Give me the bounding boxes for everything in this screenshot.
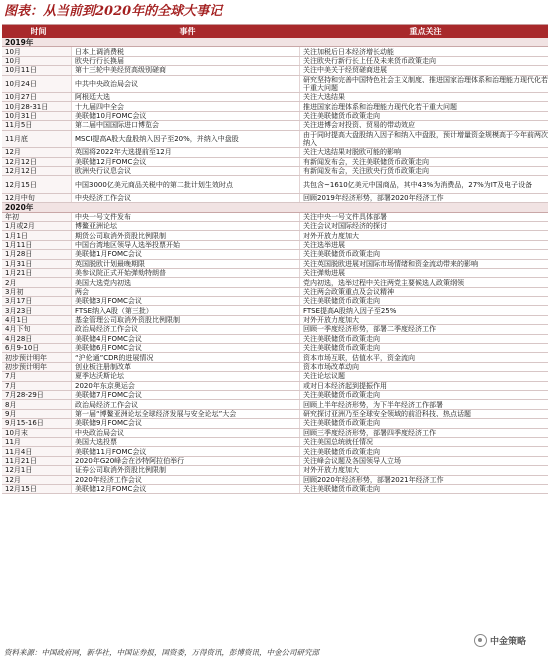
cell-event: 美联储3月FOMC会议 xyxy=(72,297,300,305)
cell-focus: 关注中美关于经贸磋商进展 xyxy=(303,66,387,75)
cell-time: 12月12日 xyxy=(2,167,72,175)
cell-time: 10月24日 xyxy=(2,76,72,93)
cell-time: 11月 xyxy=(2,438,72,446)
cell-time: 1月28日 xyxy=(2,250,72,258)
cell-time: 10月 xyxy=(2,47,72,55)
table-row xyxy=(2,57,548,66)
cell-event: 十九届四中全会 xyxy=(72,102,300,110)
cell-focus: 对外开放力度加大 xyxy=(303,231,359,240)
cell-event: 美联储12月FOMC会议 xyxy=(72,158,300,166)
cell-event: 第十三轮中美经贸高级别磋商 xyxy=(72,66,300,74)
cell-event: 中央一号文件发布 xyxy=(72,213,300,221)
table-row xyxy=(2,260,548,269)
cell-event: 中央政治局会议 xyxy=(72,429,300,437)
cell-time: 10月 xyxy=(2,57,72,65)
cell-event: 中国3000亿美元商品关税中的第二批计划生效时点 xyxy=(72,176,300,193)
cell-event: 美联储10月FOMC会议 xyxy=(72,112,300,120)
cell-focus: 关注论坛议题 xyxy=(303,372,345,381)
table-row xyxy=(2,410,548,419)
cell-event: 美联储11月FOMC会议 xyxy=(72,447,300,455)
table-row xyxy=(2,447,548,456)
cell-focus: 关注美国总统就任情况 xyxy=(303,438,373,447)
cell-event: 2020年G20峰会在沙特阿拉伯举行 xyxy=(72,457,300,465)
cell-focus: FTSE提高A股纳入因子至25% xyxy=(303,306,397,315)
cell-event: 美联储4月FOMC会议 xyxy=(72,335,300,343)
cell-time: 7月 xyxy=(2,372,72,380)
cell-event: 政治局经济工作会议 xyxy=(72,325,300,333)
cell-time: 9月 xyxy=(2,410,72,418)
table-row xyxy=(2,316,548,325)
cell-event: 2020年东京奥运会 xyxy=(72,382,300,390)
cell-time: 12月 xyxy=(2,476,72,484)
cell-time: 4月28日 xyxy=(2,335,72,343)
table-row xyxy=(2,363,548,372)
cell-time: 3月初 xyxy=(2,288,72,296)
table-row xyxy=(2,419,548,428)
cell-time: 3月17日 xyxy=(2,297,72,305)
cell-event: 第二届中国国际进口博览会 xyxy=(72,121,300,129)
header-event: 事件 xyxy=(179,27,196,36)
table-row xyxy=(2,176,548,194)
cell-focus: 关注大选结果 xyxy=(303,93,345,102)
table-row xyxy=(2,344,548,353)
cell-focus: 研究探讨亚洲乃至全球安全领域的前沿科技、热点话题 xyxy=(303,409,471,418)
cell-time: 10月28-31日 xyxy=(2,102,72,110)
table-row xyxy=(2,167,548,176)
cell-time: 12月15日 xyxy=(2,176,72,193)
cell-focus: 回顾一季度经济形势，部署二季度经济工作 xyxy=(303,325,436,334)
cell-focus: 对外开放力度加大 xyxy=(303,466,359,475)
source-note: 资料来源：中国政府网，新华社，中国证券报，国资委，万得资讯，彭博资讯，中金公司研究部 xyxy=(4,648,319,657)
cell-focus: 共包含~1610亿美元中国商品，其中43%为消费品，27%为IT及电子设备 xyxy=(303,180,533,189)
cell-time: 4月1日 xyxy=(2,316,72,324)
table-header xyxy=(2,25,548,38)
cell-focus: 关注美联储货币政策走向 xyxy=(303,485,380,494)
cell-focus: 对外开放力度加大 xyxy=(303,316,359,325)
cell-focus: 关注选举进展 xyxy=(303,240,345,249)
cell-focus: 回顾2020年经济形势，部署2021年经济工作 xyxy=(303,475,444,484)
cell-time: 12月15日 xyxy=(2,485,72,493)
cell-event: 博鳌亚洲论坛 xyxy=(72,222,300,230)
cell-time: 1月1日 xyxy=(2,231,72,239)
table-row xyxy=(2,158,548,167)
cell-time: 11月5日 xyxy=(2,121,72,129)
cell-focus: 关注美联储货币政策走向 xyxy=(303,297,380,306)
cell-time: 9月15-16日 xyxy=(2,419,72,427)
table-row xyxy=(2,476,548,485)
cell-event: MSCI提高A股大盘股纳入因子至20%，并纳入中盘股 xyxy=(72,131,300,148)
cell-focus: 有新闻发布会，关注美联储货币政策走向 xyxy=(303,157,429,166)
cell-event: 欧洲央行议息会议 xyxy=(72,167,300,175)
cell-event: 美国大选党内初选 xyxy=(72,278,300,286)
cell-time: 初步预计明年 xyxy=(2,363,72,371)
table-row xyxy=(2,194,548,203)
table-row xyxy=(2,466,548,475)
cell-focus: 回顾上半年经济形势，为下半年经济工作部署 xyxy=(303,400,443,409)
cell-event: 美联储9月FOMC会议 xyxy=(72,419,300,427)
cell-time: 12月1日 xyxy=(2,466,72,474)
cell-event: 中央经济工作会议 xyxy=(72,194,300,202)
cell-event: 美国大选投票 xyxy=(72,438,300,446)
cell-focus: 关注加税后日本经济增长动能 xyxy=(303,47,394,56)
table-row xyxy=(2,76,548,94)
cell-focus: 关注进博会对投资、贸易的带动效应 xyxy=(303,121,415,130)
cell-event: 美联储6月FOMC会议 xyxy=(72,344,300,352)
cell-event: 美联储7月FOMC会议 xyxy=(72,391,300,399)
cell-time: 1月或2月 xyxy=(2,222,72,230)
cell-event: 英国脱欧计划最晚期限 xyxy=(72,260,300,268)
cell-event: 美参议院正式开始弹劾特朗普 xyxy=(72,269,300,277)
cell-event: 欧央行行长换届 xyxy=(72,57,300,65)
cell-time: 1月21日 xyxy=(2,269,72,277)
cell-event: 英国将2022年大选提前至12月 xyxy=(72,148,300,156)
table-row xyxy=(2,391,548,400)
cell-focus: 关注峰会议题及各国领导人立场 xyxy=(303,456,401,465)
cell-event: 证券公司取消外资股比例限制 xyxy=(72,466,300,474)
cell-focus: 回顾三季度经济形势，部署四季度经济工作 xyxy=(303,428,436,437)
cell-event: 基金管理公司取消外资股比例限制 xyxy=(72,316,300,324)
cell-time: 10月27日 xyxy=(2,93,72,101)
table-row xyxy=(2,429,548,438)
cell-focus: 关注美联储货币政策走向 xyxy=(303,334,380,343)
table-row xyxy=(2,112,548,121)
cell-event: 美联储1月FOMC会议 xyxy=(72,250,300,258)
cell-focus: 党内初选，选举过程中关注两党主要候选人政策纲领 xyxy=(303,278,464,287)
cell-focus: 或对日本经济起到提振作用 xyxy=(303,381,387,390)
cell-time: 12月 xyxy=(2,148,72,156)
table-row xyxy=(2,148,548,157)
cell-focus: 研究坚持和完善中国特色社会主义制度、推进国家治理体系和治理能力现代化若干重大问题 xyxy=(303,75,548,92)
table-row xyxy=(2,241,548,250)
cell-time: 6月9-10日 xyxy=(2,344,72,352)
cell-event: 创业板注册制改革 xyxy=(72,363,300,371)
section-label: 2020年 xyxy=(2,203,548,212)
cell-event: 日本上调消费税 xyxy=(72,47,300,55)
cell-time: 11月底 xyxy=(2,131,72,148)
cell-focus: 有新闻发布会，关注欧央行货币政策走向 xyxy=(303,167,429,176)
cell-time: 1月31日 xyxy=(2,260,72,268)
cell-time: 2月 xyxy=(2,278,72,286)
events-table xyxy=(2,24,548,494)
cell-event: 夏季达沃斯论坛 xyxy=(72,372,300,380)
cell-focus: 关注中央一号文件具体部署 xyxy=(303,212,387,221)
cell-time: 3月23日 xyxy=(2,306,72,314)
cell-focus: 关注英国脱欧进展对国际市场情绪和资金流动带来的影响 xyxy=(303,259,478,268)
table-row xyxy=(2,250,548,259)
watermark-text: 中金策略 xyxy=(490,636,527,647)
cell-focus: 推进国家治理体系和治理能力现代化若干重大问题 xyxy=(303,102,457,111)
cell-time: 7月 xyxy=(2,382,72,390)
cell-focus: 关注美联储货币政策走向 xyxy=(303,391,380,400)
cell-focus: 关注美联储货币政策走向 xyxy=(303,344,380,353)
table-row xyxy=(2,278,548,287)
cell-focus: 关注会议对国际经济的探讨 xyxy=(303,222,387,231)
cell-time: 12月12日 xyxy=(2,158,72,166)
table-row xyxy=(2,306,548,315)
cell-focus: 关注大选结果对脱欧可能的影响 xyxy=(303,148,401,157)
cell-time: 10月11日 xyxy=(2,66,72,74)
cell-time: 11月4日 xyxy=(2,447,72,455)
table-row xyxy=(2,297,548,306)
cell-time: 初步预计明年 xyxy=(2,353,72,361)
cell-time: 7月28-29日 xyxy=(2,391,72,399)
table-row xyxy=(2,213,548,222)
cell-event: 两会 xyxy=(72,288,300,296)
cell-time: 10月31日 xyxy=(2,112,72,120)
section-label: 2019年 xyxy=(2,38,548,47)
cell-time: 11月21日 xyxy=(2,457,72,465)
cell-time: 4月下旬 xyxy=(2,325,72,333)
header-time: 时间 xyxy=(30,27,47,36)
table-row xyxy=(2,353,548,362)
page-title: 图表：从当前到2020年的全球大事记 xyxy=(4,4,223,19)
cell-focus: 关注欧央行新行长上任及未来货币政策走向 xyxy=(303,56,436,65)
table-row xyxy=(2,66,548,75)
cell-time: 10月末 xyxy=(2,429,72,437)
cell-focus: 关注两会政策重点及会议精神 xyxy=(303,287,394,296)
table-row xyxy=(2,457,548,466)
table-row xyxy=(2,131,548,149)
table-body xyxy=(2,38,548,494)
cell-focus: 关注美联储货币政策走向 xyxy=(303,419,380,428)
table-row xyxy=(2,382,548,391)
table-row xyxy=(2,485,548,494)
cell-event: 中国台湾地区领导人选举投票开始 xyxy=(72,241,300,249)
cell-event: 阿根廷大选 xyxy=(72,93,300,101)
table-row xyxy=(2,400,548,409)
table-row xyxy=(2,288,548,297)
table-row xyxy=(2,102,548,111)
cell-event: “沪伦通”CDR的进展情况 xyxy=(72,353,300,361)
table-row xyxy=(2,93,548,102)
cell-focus: 资本市场互联，估值水平，资金流向 xyxy=(303,353,415,362)
cell-event: 第一届“博鳌亚洲论坛全球经济发展与安全论坛”大会 xyxy=(72,410,300,418)
table-row xyxy=(2,335,548,344)
table-row xyxy=(2,121,548,130)
cell-time: 年初 xyxy=(2,213,72,221)
table-row xyxy=(2,372,548,381)
cell-focus: 关注美联储货币政策走向 xyxy=(303,112,380,121)
cell-time: 8月 xyxy=(2,400,72,408)
cell-focus: 回顾2019年经济形势，部署2020年经济工作 xyxy=(303,193,444,202)
wechat-logo-icon xyxy=(474,634,487,647)
table-row xyxy=(2,231,548,240)
watermark-logo xyxy=(474,631,548,649)
cell-event: 2020年经济工作会议 xyxy=(72,476,300,484)
cell-focus: 关注美联储货币政策走向 xyxy=(303,250,380,259)
cell-focus: 关注弹劾进展 xyxy=(303,269,345,278)
cell-event: 政治局经济工作会议 xyxy=(72,400,300,408)
cell-time: 12月中旬 xyxy=(2,194,72,202)
cell-time: 1月11日 xyxy=(2,241,72,249)
table-row xyxy=(2,325,548,334)
table-row xyxy=(2,438,548,447)
table-row xyxy=(2,222,548,231)
cell-event: 期货公司取消外资股比例限制 xyxy=(72,231,300,239)
cell-focus: 由于同时提高大盘股纳入因子和纳入中盘股，预计增量资金规模高于今年前两次纳入 xyxy=(303,130,548,147)
table-row xyxy=(2,47,548,56)
cell-focus: 关注美联储货币政策走向 xyxy=(303,447,380,456)
header-focus: 重点关注 xyxy=(409,27,442,36)
cell-event: 中共中央政治局会议 xyxy=(72,76,300,93)
cell-focus: 资本市场改革动向 xyxy=(303,363,359,372)
cell-event: FTSE纳入A股（第三批） xyxy=(72,306,300,314)
table-row xyxy=(2,269,548,278)
cell-event: 美联储12月FOMC会议 xyxy=(72,485,300,493)
